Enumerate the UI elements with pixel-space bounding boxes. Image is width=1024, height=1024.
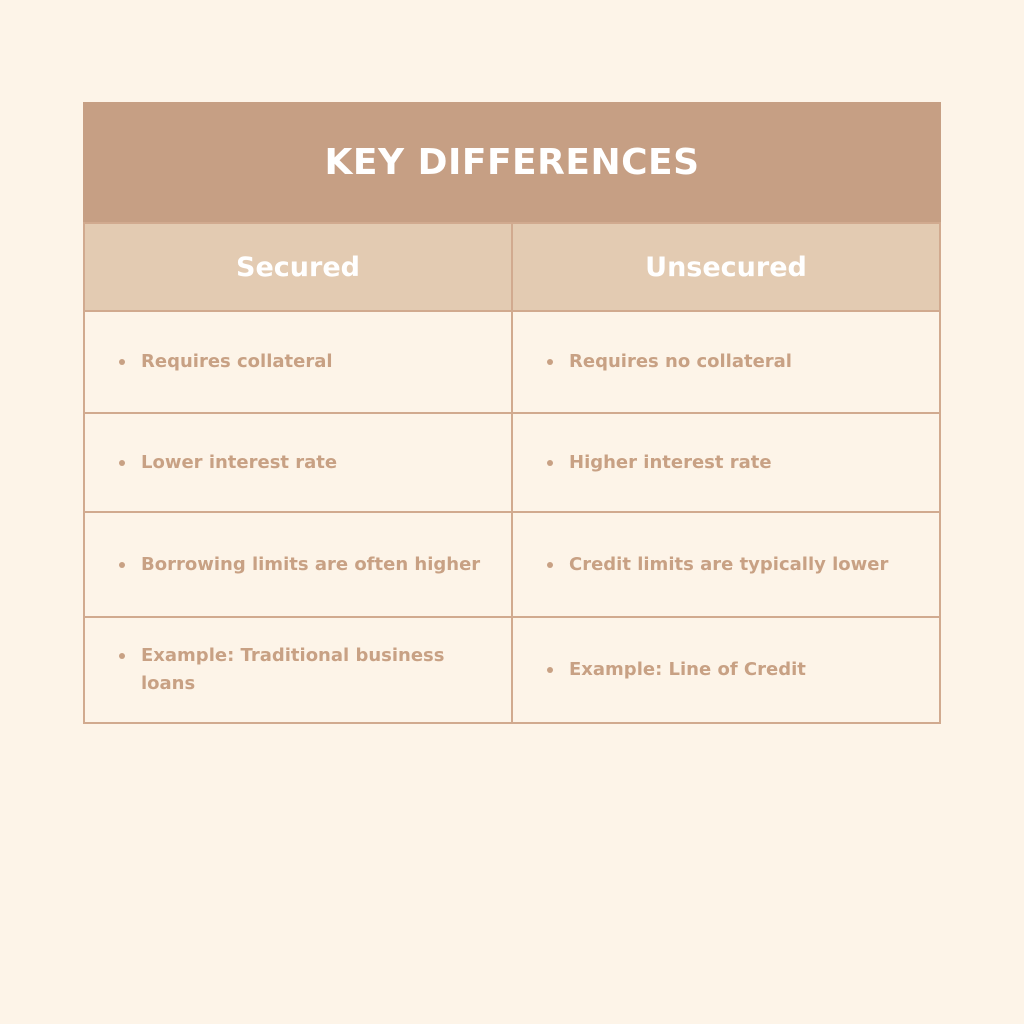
list-item bbox=[547, 656, 806, 684]
list-item bbox=[119, 449, 337, 477]
table-row bbox=[85, 412, 939, 511]
bullet-dot-icon bbox=[547, 562, 553, 568]
list-item bbox=[547, 551, 888, 579]
header-label-secured: Secured bbox=[236, 251, 360, 283]
secured-text: Borrowing limits are often higher bbox=[141, 553, 481, 575]
unsecured-text: Requires no collateral bbox=[569, 351, 792, 372]
header-label-unsecured: Unsecured bbox=[645, 251, 807, 283]
list-item bbox=[119, 642, 481, 698]
header-row bbox=[85, 222, 939, 310]
secured-text: Example: Traditional business loans bbox=[141, 645, 445, 694]
bullet-dot-icon bbox=[547, 460, 553, 466]
secured-cell bbox=[85, 312, 511, 412]
bullet-dot-icon bbox=[119, 460, 125, 466]
secured-cell bbox=[85, 513, 511, 616]
header-cell-unsecured bbox=[511, 224, 939, 310]
bullet-dot-icon bbox=[119, 562, 125, 568]
header-cell-secured bbox=[85, 224, 511, 310]
bullet-dot-icon bbox=[119, 653, 125, 659]
table-row bbox=[85, 616, 939, 722]
list-item bbox=[547, 348, 792, 376]
unsecured-text: Credit limits are typically lower bbox=[569, 553, 889, 575]
bullet-dot-icon bbox=[119, 359, 125, 365]
secured-text: Requires collateral bbox=[141, 351, 333, 372]
secured-cell bbox=[85, 618, 511, 722]
unsecured-cell bbox=[511, 414, 939, 511]
list-item bbox=[119, 348, 333, 376]
secured-text: Lower interest rate bbox=[141, 451, 338, 473]
unsecured-cell bbox=[511, 312, 939, 412]
bullet-dot-icon bbox=[547, 359, 553, 365]
unsecured-cell bbox=[511, 513, 939, 616]
table-row bbox=[85, 310, 939, 412]
table-row bbox=[85, 511, 939, 616]
unsecured-text: Example: Line of Credit bbox=[569, 659, 806, 680]
comparison-table bbox=[83, 102, 941, 724]
table-title-bar bbox=[83, 102, 941, 222]
unsecured-text: Higher interest rate bbox=[569, 451, 772, 473]
list-item bbox=[119, 551, 480, 579]
list-item bbox=[547, 449, 772, 477]
secured-cell bbox=[85, 414, 511, 511]
table-title: KEY DIFFERENCES bbox=[324, 141, 700, 183]
table-grid bbox=[83, 222, 941, 724]
unsecured-cell bbox=[511, 618, 939, 722]
bullet-dot-icon bbox=[547, 667, 553, 673]
